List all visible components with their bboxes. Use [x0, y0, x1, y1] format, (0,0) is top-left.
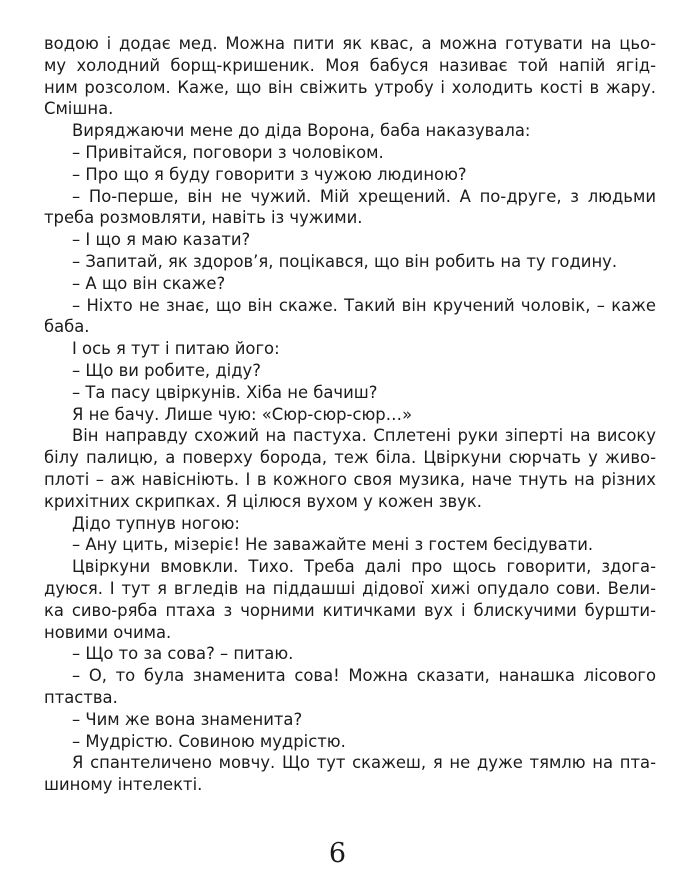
body-text: [44, 33, 656, 796]
text-line: шиному інтелекті.: [44, 775, 203, 795]
text-line: Смішна.: [44, 99, 114, 119]
text-line: – Ану цить, мізеріє! Не заважайте мені з гостем бесідувати.: [72, 535, 594, 555]
text-line: – Ніхто не знає, що він скаже. Такий він кручений чоловік, – каже: [72, 295, 656, 315]
text-line: І ось я тут і питаю його:: [72, 339, 280, 359]
text-line: – А що він скаже?: [72, 273, 226, 293]
text-line: Він направду схожий на пастуха. Сплетені руки зіперті на високу: [72, 426, 656, 446]
text-line: Я не бачу. Лише чую: «Сюр-сюр-сюр…»: [72, 404, 413, 424]
text-line: білу палицю, а поверху борода, теж біла. Цвіркуни сюрчать у живо-: [44, 448, 656, 468]
text-line: – І що я маю казати?: [72, 230, 251, 250]
text-line: дуюся. І тут я вгледів на піддашші дідової хижі опудало сови. Вели-: [44, 578, 656, 598]
text-line: – Привітайся, поговори з чоловіком.: [72, 142, 384, 162]
text-line: – Запитай, як здоров’я, поцікався, що він робить на ту годину.: [72, 251, 618, 271]
text-line: птаства.: [44, 687, 118, 707]
text-line: – Про що я буду говорити з чужою людиною?: [72, 164, 467, 184]
text-line: Виряджаючи мене до діда Ворона, баба наказувала:: [72, 121, 531, 141]
text-line: крихітних скрипках. Я цілюся вухом у кожен звук.: [44, 491, 482, 511]
text-line: – О, то була знаменита сова! Можна сказати, нанашка лісового: [72, 666, 656, 686]
text-line: – Що ви робите, діду?: [72, 360, 261, 380]
text-line: треба розмовляти, навіть із чужими.: [44, 208, 363, 228]
text-line: – Та пасу цвіркунів. Хіба не бачиш?: [72, 382, 378, 402]
text-line: Цвіркуни вмовкли. Тихо. Треба далі про щось говорити, здога-: [72, 557, 656, 577]
text-line: – Що то за сова? – питаю.: [72, 644, 294, 664]
page-number: 6: [328, 838, 347, 869]
text-line: ним розсолом. Каже, що він свіжить утробу і холодить кості в жару.: [44, 77, 656, 97]
text-line: Я спантеличено мовчу. Що тут скажеш, я не дуже тямлю на пта-: [72, 753, 656, 773]
text-line: му холодний борщ-кришеник. Моя бабуся називає той напій ягід-: [44, 55, 656, 75]
text-line: Дідо тупнув ногою:: [72, 513, 240, 533]
text-line: – Чим же вона знаменита?: [72, 709, 303, 729]
text-line: новими очима.: [44, 622, 172, 642]
text-line: плоті – аж навісніють. І в кожного своя музика, наче тнуть на різних: [44, 469, 656, 489]
text-line: ка сиво-ряба птаха з чорними китичками вух і блискучими буршти-: [44, 600, 656, 620]
text-line: баба.: [44, 317, 90, 337]
text-line: водою і додає мед. Можна пити як квас, а можна готувати на цьо-: [44, 34, 656, 53]
text-line: – По-перше, він не чужий. Мій хрещений. А по-друге, з людьми: [72, 186, 656, 206]
text-line: – Мудрістю. Совиною мудрістю.: [72, 731, 346, 751]
